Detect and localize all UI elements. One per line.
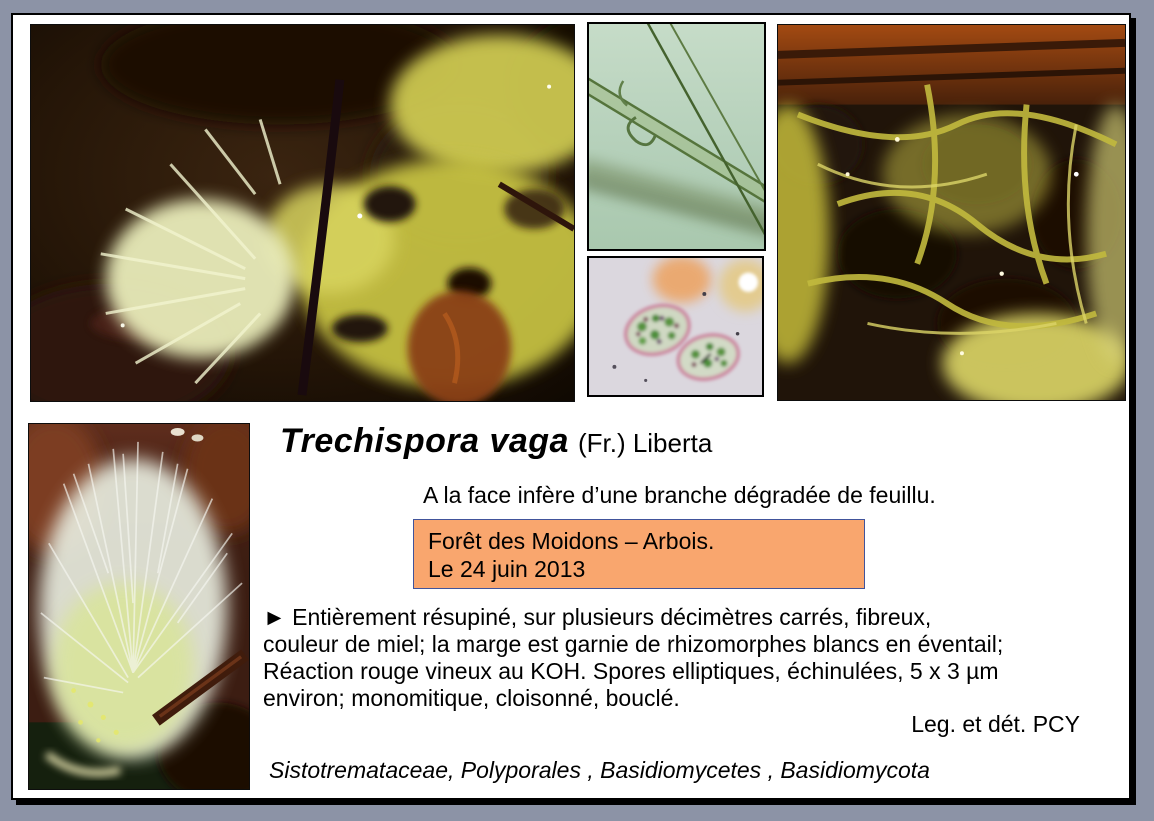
fungus-photo-image [31,25,574,401]
description-line: Réaction rouge vineux au KOH. Spores elliptiques, échinulées, 5 x 3 µm [263,658,999,684]
photo-macro-left [30,24,575,402]
description-line: environ; monomitique, cloisonné, bouclé. [263,685,680,711]
page-frame [11,13,1131,800]
rhizomorph-network-image [778,25,1125,400]
spores-micrograph-image [589,258,762,395]
photo-macro-bottom [28,423,250,790]
location-date-box [413,519,865,589]
species-authority: (Fr.) Liberta [577,428,713,458]
taxonomy-line: Sistotremataceae, Polyporales , Basidiomycetes , Basidiomycota [269,757,930,783]
date-line: Le 24 juin 2013 [428,556,586,582]
attribution: Leg. et dét. PCY [911,711,1080,737]
white-fan-image [29,424,249,789]
habitat-note: A la face infère d’une branche dégradée de feuillu. [423,482,936,508]
location-line: Forêt des Moidons – Arbois. [428,528,715,554]
photo-micro-spores [587,256,764,397]
species-name: Trechispora vaga [280,422,569,460]
photo-micro-hyphae [587,22,766,251]
page-title [280,420,712,469]
hyphae-micrograph-image [589,24,764,249]
photo-macro-right [777,24,1126,401]
description-paragraph [263,604,1123,712]
description-line: couleur de miel; la marge est garnie de rhizomorphes blancs en éventail; [263,631,1004,657]
description-line: ► Entièrement résupiné, sur plusieurs décimètres carrés, fibreux, [263,604,932,630]
